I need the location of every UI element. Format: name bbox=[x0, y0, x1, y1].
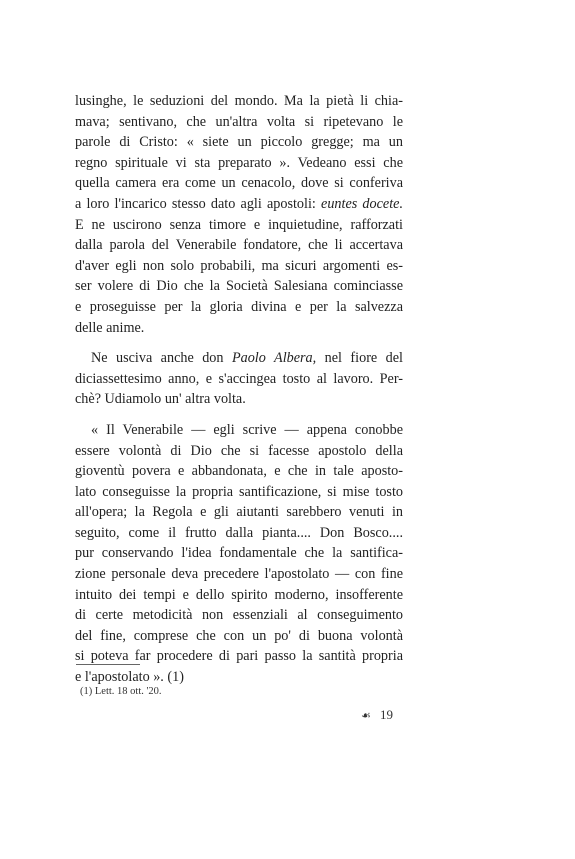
text-line: essere volontà di Dio che si facesse apostolo della bbox=[75, 442, 403, 459]
text-run: Ne usciva anche don bbox=[91, 350, 232, 367]
text-line: seguito, come il frutto dalla pianta.... Don Bosco.... bbox=[75, 524, 403, 541]
text-line: delle anime. bbox=[75, 319, 145, 336]
text-line: « Il Venerabile — egli scrive — appena conobbe bbox=[91, 421, 403, 438]
text-line: e proseguisse per la gloria divina e per la salvezza bbox=[75, 298, 403, 315]
italic-phrase: euntes docete. bbox=[321, 195, 403, 212]
text-line: lusinghe, le seduzioni del mondo. Ma la pietà li chia- bbox=[75, 93, 403, 109]
paragraph-gap bbox=[75, 410, 403, 420]
text-line: e l'apostolato ». (1) bbox=[75, 669, 184, 686]
footnote-divider bbox=[76, 664, 140, 665]
text-line: d'aver egli non solo probabili, ma sicuri argomenti es- bbox=[75, 257, 403, 274]
text-line: zione personale deva precedere l'apostolato — con fine bbox=[75, 566, 403, 583]
text-line: mava; sentivano, che un'altra volta si ripetevano le bbox=[75, 113, 403, 130]
text-line: quella camera era come un cenacolo, dove si conferiva bbox=[75, 175, 403, 192]
body-text bbox=[75, 91, 403, 688]
footnote: (1) Lett. 18 ott. '20. bbox=[80, 686, 162, 697]
text-line: diciassettesimo anno, e s'accingea tosto al lavoro. Per- bbox=[75, 370, 403, 387]
text-line: chè? Udiamolo un' altra volta. bbox=[75, 391, 246, 408]
text-run: a loro l'incarico stesso dato agli apostoli: bbox=[75, 195, 322, 212]
italic-name: Paolo Albera, bbox=[231, 350, 317, 367]
text-line: si poteva far procedere di pari passo la santità propria bbox=[75, 648, 403, 665]
text-line bbox=[75, 194, 403, 215]
text-line: lato conseguisse la propria santificazione, si mise tosto bbox=[75, 483, 403, 500]
paragraph-gap bbox=[75, 338, 403, 348]
page-number: 19 bbox=[380, 707, 393, 722]
text-line: gioventù povera e abbandonata, e che in tale aposto- bbox=[75, 463, 403, 480]
text-line: E ne uscirono senza timore e inquietudine, rafforzati bbox=[75, 216, 403, 233]
text-line: pur conservando l'idea fondamentale che la santifica- bbox=[75, 545, 403, 562]
text-line: regno spirituale vi sta preparato ». Vedeano essi che bbox=[75, 154, 403, 171]
text-line: dalla parola del Venerabile fondatore, che li accertava bbox=[75, 237, 403, 254]
text-line: all'opera; la Regola e gli aiutanti sarebbero venuti in bbox=[75, 504, 403, 521]
text-line bbox=[75, 348, 403, 369]
text-line: di certe metodicità non essenziali al conseguimento bbox=[75, 607, 403, 624]
fleuron-ornament-icon: ☙ bbox=[361, 710, 371, 722]
text-run: nel fiore del bbox=[316, 350, 403, 367]
text-line: parole di Cristo: « siete un piccolo gregge; ma un bbox=[75, 134, 403, 151]
text-line: ser volere di Dio che la Società Salesiana cominciasse bbox=[75, 278, 403, 295]
text-line: del fine, comprese che con un po' di buona volontà bbox=[75, 627, 403, 644]
text-line: intuito dei tempi e dello spirito moderno, insofferente bbox=[75, 586, 403, 603]
